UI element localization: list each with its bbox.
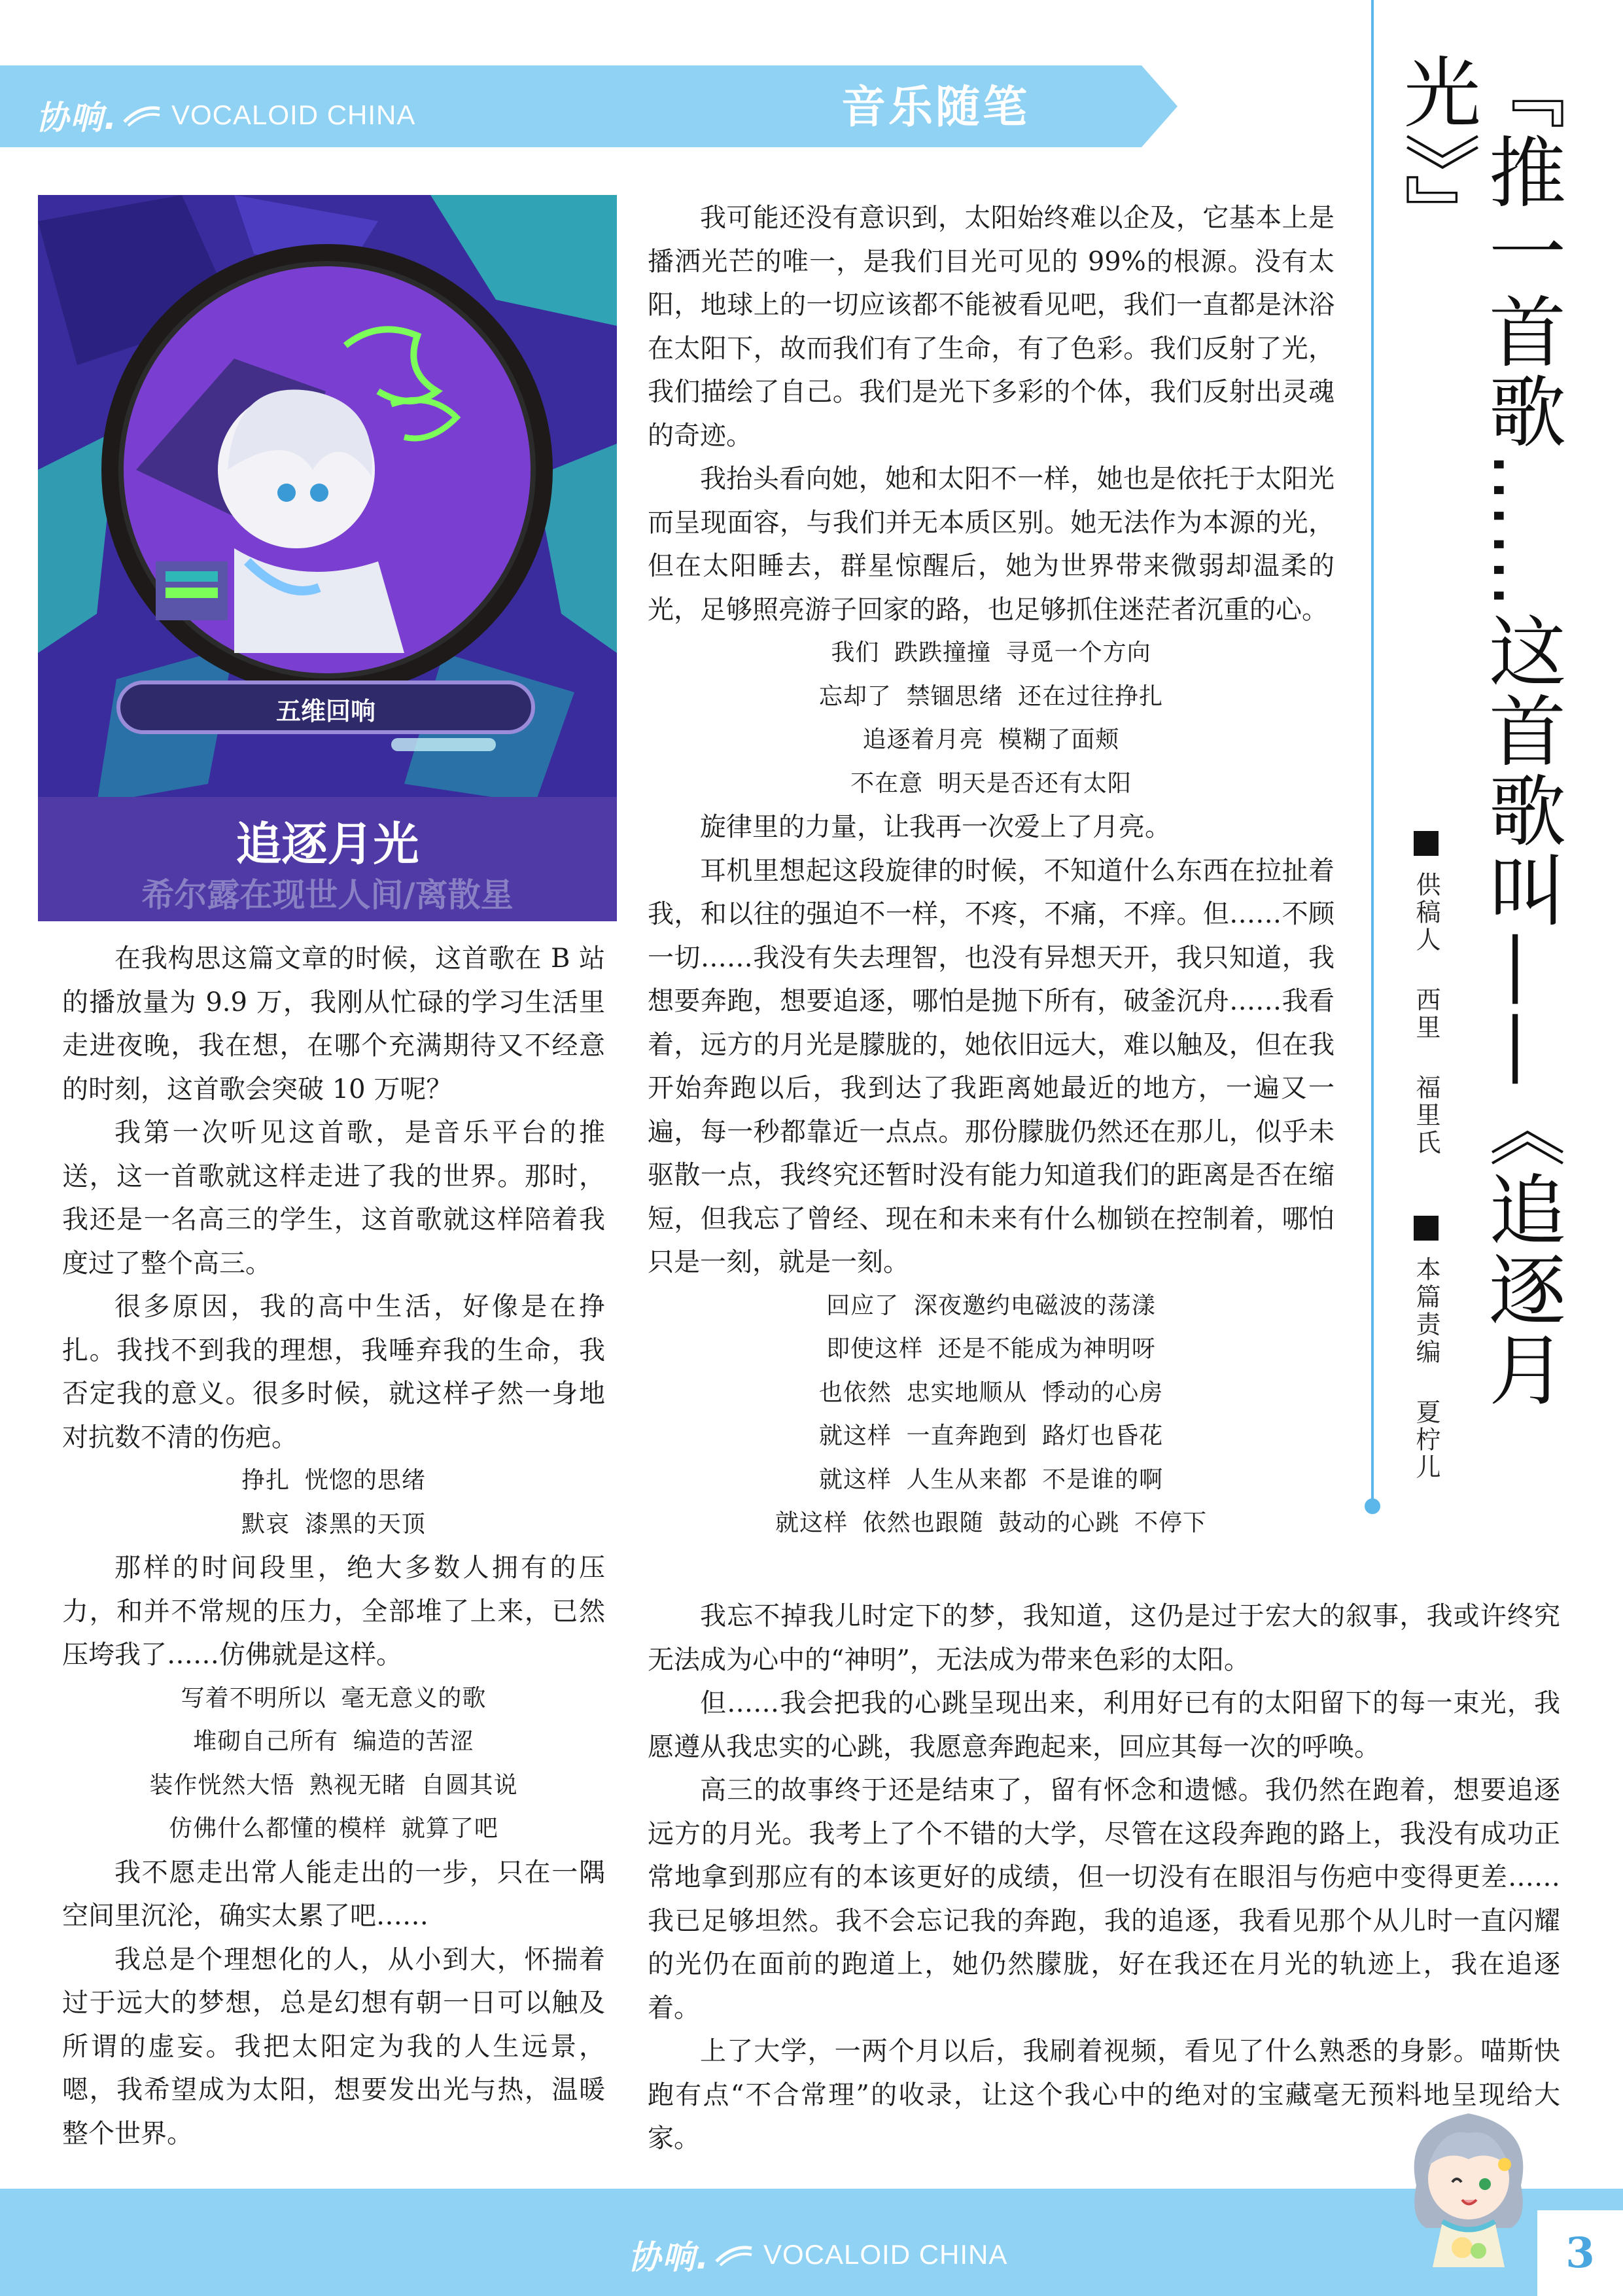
paragraph: 旋律里的力量，让我再一次爱上了月亮。: [700, 812, 1171, 842]
contributor-name-1: 西里: [1412, 987, 1440, 1042]
lyric-line: 就这样 人生从来都 不是谁的啊: [818, 1466, 1164, 1493]
paragraph: 我可能还没有意识到，太阳始终难以企及，它基本上是播洒光芒的唯一，是我们目光可见的 99%的根源。没有太阳，地球上的一切应该都不能被看见吧，我们一直都是沐浴在太阳下，故而我们有了生命，有了色彩。我们反射了光，我们描绘了自己。我们是光下多彩的个体，我们反射出灵魂的奇迹。: [648, 203, 1335, 451]
paragraph: 但……我会把我的心跳呈现出来，利用好已有的太阳留下的每一束光，我愿遵从我忠实的心跳，我愿意奔跑起来，回应其每一次的呼唤。: [648, 1688, 1560, 1762]
lyric-line: 仿佛什么都懂的模样 就算了吧: [169, 1815, 498, 1842]
sidebar-divider: [1371, 0, 1374, 1505]
lyric-line: 装作恍然大悟 熟视无睹 自圆其说: [149, 1771, 518, 1799]
brand-mark: 协响.: [36, 99, 118, 137]
brand-mark: 协响.: [628, 2238, 710, 2276]
brand-wave-icon: [122, 102, 162, 128]
editor-label: 本篇责编: [1412, 1256, 1440, 1366]
brand-wave-icon: [714, 2242, 754, 2268]
lyric-line: 回应了 深夜邀约电磁波的荡漾: [826, 1292, 1156, 1319]
paragraph: 我总是个理想化的人，从小到大，怀揣着过于远大的梦想，总是幻想有朝一日可以触及所谓的虚妄。我把太阳定为我的人生远景，嗯，我希望成为太阳，想要发出光与热，温暖整个世界。: [62, 1944, 605, 2149]
album-title: 追逐月光: [236, 817, 419, 871]
footer-brand: [628, 2231, 1007, 2278]
article-column-bottom: [648, 1595, 1560, 2161]
lyric-line: 也依然 忠实地顺从 悸动的心房: [818, 1379, 1164, 1406]
paragraph: 我忘不掉我儿时定下的梦，我知道，这仍是过于宏大的叙事，我或许终究无法成为心中的“神明”，无法成为带来色彩的太阳。: [648, 1601, 1560, 1675]
lyric-line: 我们 跌跌撞撞 寻觅一个方向: [831, 639, 1151, 666]
album-badge: 五维回响: [116, 680, 535, 734]
bullet-square-icon: [1414, 1216, 1439, 1241]
album-artist: 希尔露在现世人间/离散星: [141, 876, 514, 914]
paragraph: 在我构思这篇文章的时候，这首歌在 B 站的播放量为 9.9 万，我刚从忙碌的学习生活里走进夜晚，我在想，在哪个充满期待又不经意的时刻，这首歌会突破 10 万呢？: [62, 944, 605, 1104]
article-column-left: [62, 937, 605, 2155]
brand-text: VOCALOID CHINA: [763, 2239, 1008, 2270]
article-column-right: [648, 196, 1335, 1545]
lyric-line: 默哀 漆黑的天顶: [241, 1510, 426, 1538]
lyric-line: 忘却了 禁锢思绪 还在过往挣扎: [818, 682, 1164, 710]
paragraph: 我抬头看向她，她和太阳不一样，她也是依托于太阳光而呈现面容，与我们并无本质区别。她无法作为本源的光，但在太阳睡去，群星惊醒后，她为世界带来微弱却温柔的光，足够照亮游子回家的路，也足够抓住迷茫者沉重的心。: [648, 464, 1335, 625]
lyric-line: 堆砌自己所有 编造的苦涩: [193, 1728, 474, 1755]
contributor-name-2: 福里氏: [1412, 1074, 1440, 1157]
lyric-line: 不在意 明天是否还有太阳: [850, 769, 1132, 797]
editor-name: 夏柠儿: [1412, 1399, 1440, 1481]
paragraph: 那样的时间段里，绝大多数人拥有的压力，和并不常规的压力，全部堆了上来，已然压垮我了……仿佛就是这样。: [62, 1553, 605, 1670]
brand-text: VOCALOID CHINA: [171, 99, 416, 130]
paragraph: 我第一次听见这首歌，是音乐平台的推送，这一首歌就这样走进了我的世界。那时，我还是一名高三的学生，这首歌就这样陪着我度过了整个高三。: [62, 1118, 605, 1279]
paragraph: 高三的故事终于还是结束了，留有怀念和遗憾。我仍然在跑着，想要追逐远方的月光。我考上了个不错的大学，尽管在这段奔跑的路上，我没有成功正常地拿到那应有的本该更好的成绩，但一切没有在眼泪与伤疤中变得更差……我已足够坦然。我不会忘记我的奔跑，我的追逐，我看见那个从儿时一直闪耀的光仍在面前的跑道上，她仍然朦胧，好在我还在月光的轨迹上，我在追逐着。: [648, 1775, 1560, 2023]
credits: [1393, 831, 1446, 1518]
album-cover: [38, 195, 617, 921]
section-title: 音乐随笔: [841, 82, 1030, 133]
page-number: 3: [1537, 2210, 1623, 2296]
lyric-line: 挣扎 恍惚的思绪: [241, 1467, 426, 1494]
paragraph: 我不愿走出常人能走出的一步，只在一隅空间里沉沦，确实太累了吧……: [62, 1857, 605, 1931]
lyric-line: 就这样 依然也跟随 鼓动的心跳 不停下: [775, 1510, 1208, 1536]
bullet-square-icon: [1414, 831, 1439, 856]
paragraph: 耳机里想起这段旋律的时候，不知道什么东西在拉扯着我，和以往的强迫不一样，不疼，不痛，不痒。但……不顾一切……我没有失去理智，也没有异想天开，我只知道，我想要奔跑，想要追逐，哪怕是抛下所有，破釜沉舟……我看着，远方的月光是朦胧的，她依旧远大，难以触及，但在我开始奔跑以后，我到达了我距离她最近的地方，一遍又一遍，每一秒都靠近一点点。那份朦胧仍然还在那儿，似乎未驱散一点，我终究还暂时没有能力知道我们的距离是否在缩短，但我忘了曾经、现在和未来有什么枷锁在控制着，哪怕只是一刻，就是一刻。: [648, 855, 1335, 1277]
header-brand: [36, 92, 415, 139]
lyric-line: 追逐着月亮 模糊了面颊: [862, 726, 1120, 753]
sidebar-divider-dot: [1365, 1498, 1380, 1514]
contributor-label: 供稿人: [1412, 872, 1440, 954]
lyric-line: 写着不明所以 毫无意义的歌: [181, 1684, 487, 1712]
lyric-line: 即使这样 还是不能成为神明呀: [826, 1335, 1156, 1362]
lyric-line: 就这样 一直奔跑到 路灯也昏花: [818, 1422, 1164, 1449]
vertical-article-title: 『推一首歌……这首歌叫——《追逐月光》』: [1391, 52, 1566, 1409]
luo-tianyi-chibi-icon: [1397, 2087, 1541, 2277]
paragraph: 很多原因，我的高中生活，好像是在挣扎。我找不到我的理想，我唾弃我的生命，我否定我的意义。很多时候，就这样孑然一身地对抗数不清的伤疤。: [62, 1292, 605, 1453]
paragraph: 上了大学，一两个月以后，我刷着视频，看见了什么熟悉的身影。喵斯快跑有点“不合常理”的收录，让这个我心中的绝对的宝藏毫无预料地呈现给大家。: [648, 2036, 1560, 2153]
